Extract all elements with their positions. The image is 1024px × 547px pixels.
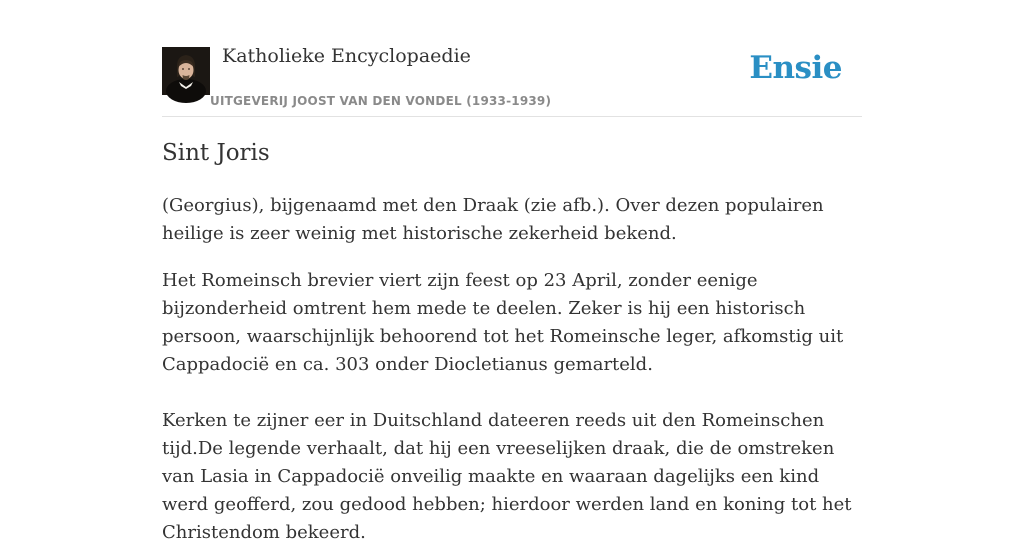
article-paragraph: (Georgius), bijgenaamd met den Draak (zie afb.). Over dezen populairen heilige is zeer weinig met historische zekerheid bekend. [162, 195, 824, 244]
portrait-avatar-icon[interactable] [162, 47, 210, 95]
page-container [162, 0, 862, 543]
article-paragraph: Het Romeinsch brevier viert zijn feest op 23 April, zonder eenige bijzonderheid omtrent hem mede te deelen. Zeker is hij een historisch persoon, waarschijnlijk behoorend tot het Romeinsche leger, afkomstig uit Cappadocië en ca. 303 onder Diocletianus gemarteld. [162, 270, 844, 375]
site-title[interactable]: Katholieke Encyclopaedie [222, 45, 471, 67]
ensie-logo[interactable]: Ensie [749, 50, 842, 86]
site-header [162, 0, 862, 117]
article-title: Sint Joris [162, 140, 270, 166]
publisher-label: UITGEVERIJ JOOST VAN DEN VONDEL (1933-1939) [210, 94, 552, 108]
article-paragraph: Kerken te zijner eer in Duitschland dateeren reeds uit den Romeinschen tijd.De legende verhaalt, dat hij een vreeselijken draak, die de omstreken van Lasia in Cappadocië onveilig maakte en waaraan dagelijks een kind werd geofferd, zou gedood hebben; hierdoor werden land en koning tot het Christendom bekeerd. [162, 410, 852, 543]
